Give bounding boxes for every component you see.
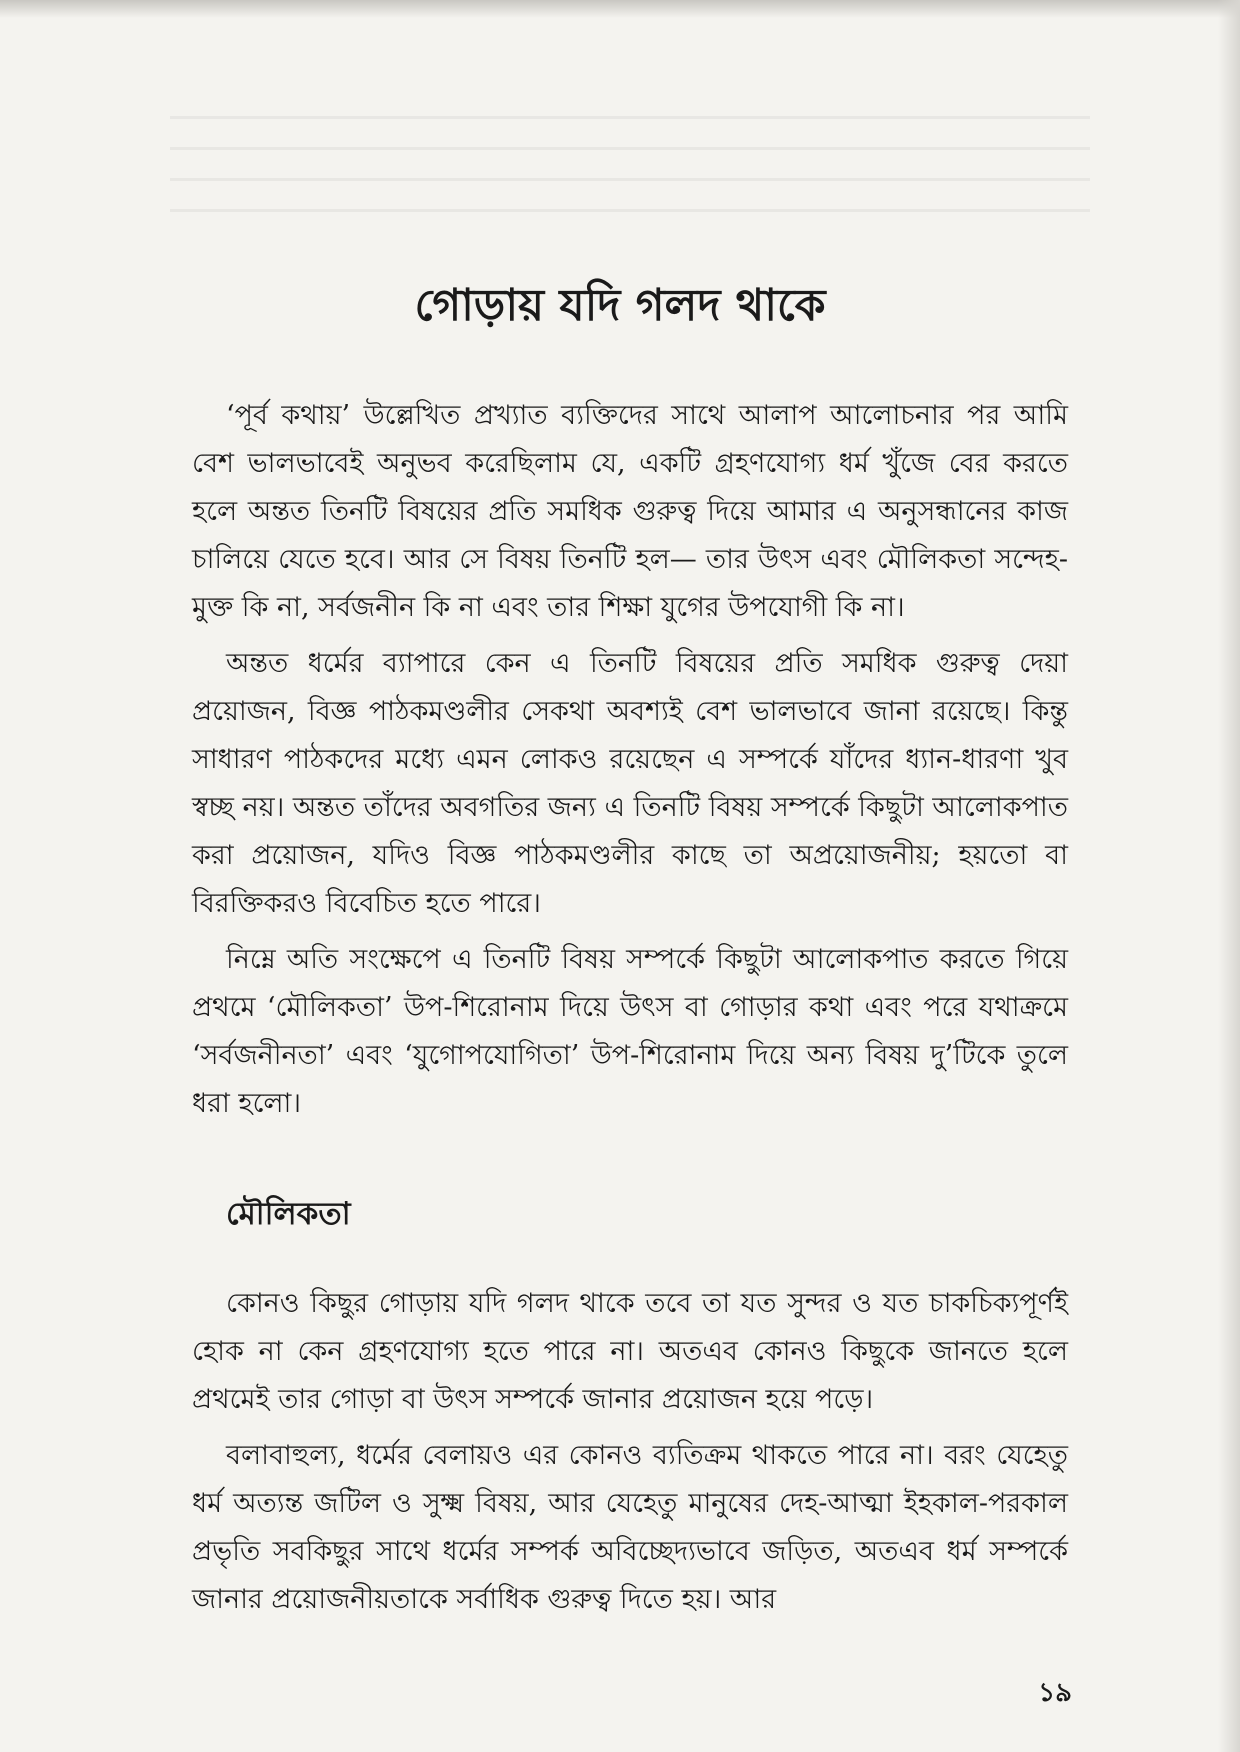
page-edge-shadow-top [0, 0, 1240, 18]
paragraph-5: বলাবাহুল্য, ধর্মের বেলায়ও এর কোনও ব্যতিক্রম থাকতে পারে না। বরং যেহেতু ধর্ম অত্যন্ত জটিল ও সুক্ষ্ম বিষয়, আর যেহেতু মানুষের দেহ-আত্মা ইহকাল-পরকাল প্রভৃতি সবকিছুর সাথে ধর্মের সম্পর্ক অবিচ্ছেদ্যভাবে জড়িত, অতএব ধর্ম সম্পর্কে জানার প্রয়োজনীয়তাকে সর্বাধিক গুরুত্ব দিতে হয়। আর [192, 1440, 1068, 1615]
paragraph-4: কোনও কিছুর গোড়ায় যদি গলদ থাকে তবে তা যত সুন্দর ও যত চাকচিক্যপূর্ণই হোক না কেন গ্রহণযোগ্য হতে পারে না। অতএব কোনও কিছুকে জানতে হলে প্রথমেই তার গোড়া বা উৎস সম্পর্কে জানার প্রয়োজন হয়ে পড়ে। [192, 1288, 1068, 1415]
paragraph-1: ‘পূর্ব কথায়’ উল্লেখিত প্রখ্যাত ব্যক্তিদের সাথে আলাপ আলোচনার পর আমি বেশ ভালভাবেই অনুভব করেছিলাম যে, একটি গ্রহণযোগ্য ধর্ম খুঁজে বের করতে হলে অন্তত তিনটি বিষয়ের প্রতি সমধিক গুরুত্ব দিয়ে আমার এ অনুসন্ধানের কাজ চালিয়ে যেতে হবে। আর সে বিষয় তিনটি হল— তার উৎস এবং মৌলিকতা সন্দেহ-মুক্ত কি না, সর্বজনীন কি না এবং তার শিক্ষা যুগের উপযোগী কি না। [192, 400, 1068, 623]
body-text [192, 392, 1068, 1624]
section-heading: মৌলিকতা [226, 1196, 351, 1232]
paragraph-3: নিম্নে অতি সংক্ষেপে এ তিনটি বিষয় সম্পর্কে কিছুটা আলোকপাত করতে গিয়ে প্রথমে ‘মৌলিকতা’ উপ-শিরোনাম দিয়ে উৎস বা গোড়ার কথা এবং পরে যথাক্রমে ‘সর্বজনীনতা’ এবং ‘যুগোপযোগিতা’ উপ-শিরোনাম দিয়ে অন্য বিষয় দু’টিকে তুলে ধরা হলো। [192, 944, 1068, 1119]
paragraph-2: অন্তত ধর্মের ব্যাপারে কেন এ তিনটি বিষয়ের প্রতি সমধিক গুরুত্ব দেয়া প্রয়োজন, বিজ্ঞ পাঠকমণ্ডলীর সেকথা অবশ্যই বেশ ভালভাবে জানা রয়েছে। কিন্তু সাধারণ পাঠকদের মধ্যে এমন লোকও রয়েছেন এ সম্পর্কে যাঁদের ধ্যান-ধারণা খুব স্বচ্ছ নয়। অন্তত তাঁদের অবগতির জন্য এ তিনটি বিষয় সম্পর্কে কিছুটা আলোকপাত করা প্রয়োজন, যদিও বিজ্ঞ পাঠকমণ্ডলীর কাছে তা অপ্রয়োজনীয়; হয়তো বা বিরক্তিকরও বিবেচিত হতে পারে। [192, 648, 1068, 919]
page-edge-shadow-right [1218, 0, 1240, 1752]
page-number: ১৯ [1038, 1678, 1072, 1708]
show-through-text [170, 88, 1090, 248]
chapter-title: গোড়ায় যদি গলদ থাকে [414, 280, 826, 331]
